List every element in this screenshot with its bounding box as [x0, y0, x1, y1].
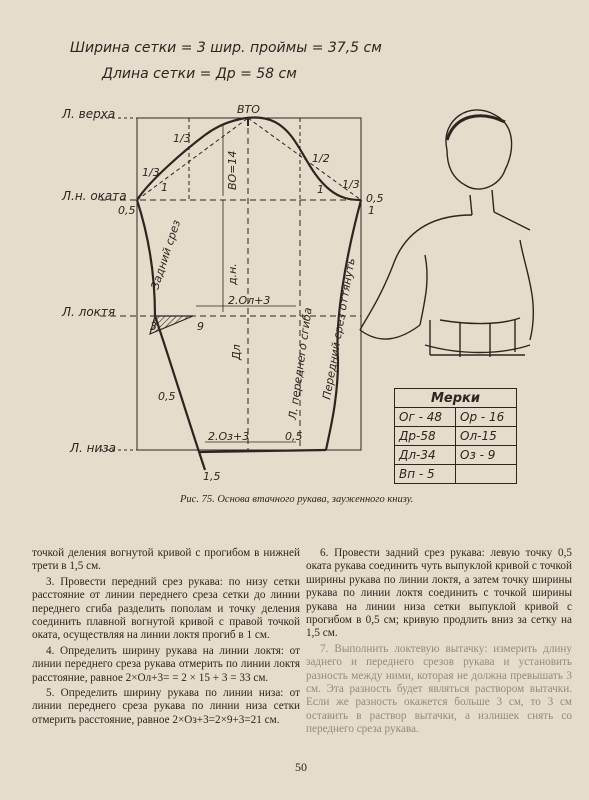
grid-length-formula: Длина сетки = Др = 58 см — [102, 66, 297, 82]
label-third-1: 1/3 — [173, 132, 191, 145]
label-dn: д.н. — [226, 263, 239, 285]
label-cap-height: ВО=14 — [226, 150, 239, 190]
paragraph: 4. Определить ширину рукава на линии локтя: от линии переднего среза рукава отмерить по линии локтя расстояние, равное 2×Ол+3= = 2 × 15 + 3 = 33 см. — [32, 644, 300, 684]
label-third-2: 1/3 — [142, 166, 160, 179]
paragraph: 7. Выполнить локтевую вытачку: измерить длину заднего и переднего срезов рукава и установить разность между ними, которая не должна превышать 3 см. Эта разность будет являться раствором вытачки. Если же разность окажется больше 3 см, то 3 см оставить в раствор вытачки, а излишек снять со переднего среза рукава. — [306, 642, 572, 736]
woman-illustration — [360, 110, 533, 357]
line-label-cap: Л.н. оката — [62, 189, 127, 203]
table-cell — [456, 465, 517, 484]
paragraph: 6. Провести задний срез рукава: левую точку 0,5 оката рукава соединить чуть выпуклой кривой с точкой ширины рукава по линии локтя, а затем точку ширины рукава по линии локтя соединить с точкой ширины рукава на линии низа сетки выпуклой кривой с прогибом в 0,5 см; кривую продлить вниз за сетку на 1,5 см. — [306, 547, 572, 640]
table-cell: Ог - 48 — [395, 408, 456, 427]
label-half: 1/2 — [312, 152, 330, 165]
right-column — [306, 547, 572, 739]
table-row — [395, 427, 517, 446]
back-seam-upper — [137, 200, 155, 316]
measurements-title: Мерки — [395, 389, 517, 408]
table-cell: Дл-34 — [395, 446, 456, 465]
table-cell: Др-58 — [395, 427, 456, 446]
label-one-five: 1,5 — [203, 470, 221, 483]
grid-width-formula: Ширина сетки = 3 шир. проймы = 37,5 см — [70, 40, 382, 56]
paragraph: точкой деления вогнутой кривой с прогибом в нижней трети в 1,5 см. — [32, 547, 300, 573]
line-label-top: Л. верха — [62, 107, 116, 121]
table-cell: Оз - 9 — [456, 446, 517, 465]
label-front-seam: Передний срез оттянуть — [320, 257, 358, 401]
label-front-fold: Л. переднего сгиба — [286, 306, 315, 421]
table-row — [395, 408, 517, 427]
label-elbow-width: 2.Ол+3 — [228, 294, 271, 307]
label-dl: Дл — [230, 344, 243, 360]
paragraph: 5. Определить ширину рукава по линии низа: от линии переднего среза рукава по линии низа сетки отмерить расстояние, равное 2×Оз+3=2×9+3=21 см. — [32, 687, 300, 726]
label-dart-three: 3 — [150, 320, 157, 333]
label-point-left: 0,5 — [118, 204, 136, 217]
table-row — [395, 465, 517, 484]
figure-caption: Рис. 75. Основа втачного рукава, зауженного книзу. — [180, 494, 414, 505]
left-column — [32, 547, 300, 729]
label-one-c: 1 — [368, 204, 375, 217]
label-point-bottom: 0,5 — [285, 430, 303, 443]
label-back-seam: Задний срез — [148, 218, 184, 291]
table-cell: Вп - 5 — [395, 465, 456, 484]
table-row — [395, 446, 517, 465]
label-dart-nine: 9 — [197, 320, 204, 333]
label-third-3: 1/3 — [342, 178, 360, 191]
line-label-bottom: Л. низа — [70, 441, 117, 455]
label-one-b: 1 — [317, 183, 324, 196]
page-number: 50 — [295, 760, 307, 774]
label-point-mid: 0,5 — [158, 390, 176, 403]
label-one-a: 1 — [161, 181, 168, 194]
label-point-right: 0,5 — [366, 192, 384, 205]
paragraph: 3. Провести передний срез рукава: по низу сетки расстояние от линии переднего среза сетки до линии переднего сгиба разделить пополам и точку деления соединить плавной вогнутой кривой с правой точкой оката, осуществляя на линии локтя прогиб в 1 см. — [32, 575, 300, 642]
table-cell: Ор - 16 — [456, 408, 517, 427]
table-cell: Ол-15 — [456, 427, 517, 446]
label-vto: ВТО — [237, 103, 260, 116]
measurements-table — [394, 388, 517, 484]
line-label-elbow: Л. локтя — [62, 305, 116, 319]
label-bottom-width: 2.Оз+3 — [208, 430, 250, 443]
